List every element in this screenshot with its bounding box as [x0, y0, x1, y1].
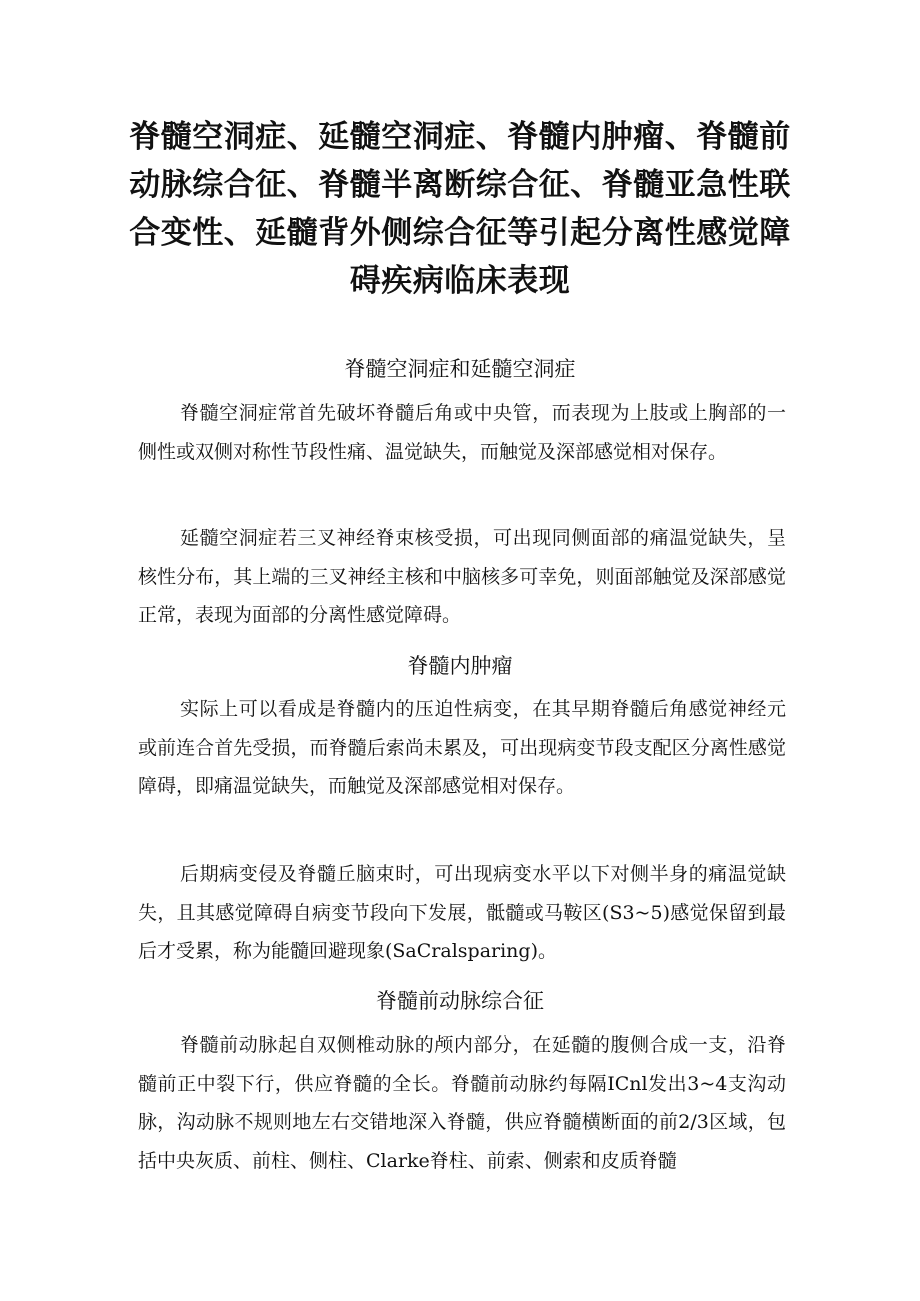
document-title: 脊髓空洞症、延髓空洞症、脊髓内肿瘤、脊髓前动脉综合征、脊髓半离断综合征、脊髓亚急性联合变性、延髓背外侧综合征等引起分离性感觉障碍疾病临床表现: [129, 119, 791, 299]
paragraph-syringomyelia: 脊髓空洞症常首先破坏脊髓后角或中央管，而表现为上肢或上胸部的一侧性或双侧对称性节段性痛、温觉缺失，而触觉及深部感觉相对保存。: [138, 402, 786, 463]
section-heading-intramedullary-tumor: 脊髓内肿瘤: [407, 654, 513, 678]
section-heading-anterior-spinal-artery: 脊髓前动脉综合征: [376, 989, 544, 1013]
paragraph-tumor-late: 后期病变侵及脊髓丘脑束时，可出现病变水平以下对侧半身的痛温觉缺失，且其感觉障碍自病变节段向下发展，骶髓或马鞍区(S3~5)感觉保留到最后才受累，称为能髓回避现象(SaCralsparing)。: [138, 863, 786, 962]
paragraph-anterior-spinal-artery: 脊髓前动脉起自双侧椎动脉的颅内部分，在延髓的腹侧合成一支，沿脊髓前正中裂下行，供应脊髓的全长。脊髓前动脉约每隔ICnl发出3~4支沟动脉，沟动脉不规则地左右交错地深入脊髓，供应脊髓横断面的前2/3区域，包括中央灰质、前柱、侧柱、Clarke脊柱、前索、侧索和皮质脊髓: [138, 1034, 786, 1172]
section-heading-syringomyelia: 脊髓空洞症和延髓空洞症: [344, 357, 576, 381]
paragraph-tumor-early: 实际上可以看成是脊髓内的压迫性病变，在其早期脊髓后角感觉神经元或前连合首先受损，而脊髓后索尚未累及，可出现病变节段支配区分离性感觉障碍，即痛温觉缺失，而触觉及深部感觉相对保存。: [138, 698, 786, 797]
paragraph-syringobulbia: 延髓空洞症若三叉神经脊束核受损，可出现同侧面部的痛温觉缺失，呈核性分布，其上端的三叉神经主核和中脑核多可幸免，则面部触觉及深部感觉正常，表现为面部的分离性感觉障碍。: [138, 527, 786, 626]
